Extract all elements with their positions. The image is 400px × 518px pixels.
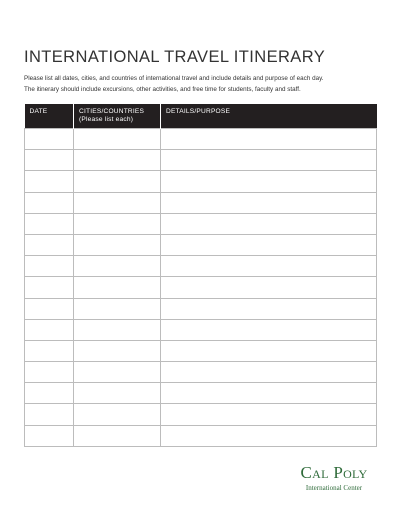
details-cell[interactable] (161, 256, 377, 277)
date-cell[interactable] (25, 213, 74, 234)
table-row (25, 171, 377, 192)
date-cell[interactable] (25, 192, 74, 213)
date-cell[interactable] (25, 404, 74, 425)
cities-column-header: CITIES/COUNTRIES (Please list each) (74, 104, 161, 129)
date-column-header: DATE (25, 104, 74, 129)
cities-cell[interactable] (74, 192, 161, 213)
details-cell[interactable] (161, 383, 377, 404)
cities-cell[interactable] (74, 277, 161, 298)
table-row (25, 277, 377, 298)
table-row (25, 234, 377, 255)
table-row (25, 340, 377, 361)
date-cell[interactable] (25, 383, 74, 404)
table-row (25, 298, 377, 319)
cities-cell[interactable] (74, 150, 161, 171)
logo-subtitle: International Center (305, 484, 363, 492)
date-cell[interactable] (25, 277, 74, 298)
details-cell[interactable] (161, 425, 377, 446)
details-cell[interactable] (161, 171, 377, 192)
details-cell[interactable] (161, 362, 377, 383)
page-title: INTERNATIONAL TRAVEL ITINERARY (24, 48, 326, 66)
details-cell[interactable] (161, 234, 377, 255)
table-row (25, 129, 377, 150)
date-cell[interactable] (25, 234, 74, 255)
cities-cell[interactable] (74, 362, 161, 383)
details-cell[interactable] (161, 213, 377, 234)
table-row (25, 404, 377, 425)
date-cell[interactable] (25, 425, 74, 446)
cities-cell[interactable] (74, 319, 161, 340)
cities-cell[interactable] (74, 129, 161, 150)
cities-cell[interactable] (74, 256, 161, 277)
table-row (25, 319, 377, 340)
details-cell[interactable] (161, 129, 377, 150)
date-cell[interactable] (25, 319, 74, 340)
date-cell[interactable] (25, 171, 74, 192)
cities-cell[interactable] (74, 298, 161, 319)
date-cell[interactable] (25, 362, 74, 383)
details-cell[interactable] (161, 340, 377, 361)
date-cell[interactable] (25, 298, 74, 319)
instruction-line: Please list all dates, cities, and countries of international travel and include details and purpose of each day. (24, 75, 324, 82)
instruction-line: The itinerary should include excursions, other activities, and free time for students, faculty and staff. (24, 85, 301, 93)
details-cell[interactable] (161, 404, 377, 425)
table-row (25, 383, 377, 404)
cities-cell[interactable] (74, 234, 161, 255)
details-cell[interactable] (161, 298, 377, 319)
details-cell[interactable] (161, 150, 377, 171)
table-body (25, 129, 377, 447)
cities-cell[interactable] (74, 213, 161, 234)
table-row (25, 362, 377, 383)
cities-cell[interactable] (74, 171, 161, 192)
cities-cell[interactable] (74, 404, 161, 425)
details-cell[interactable] (161, 192, 377, 213)
cities-cell[interactable] (74, 383, 161, 404)
table-header-row (25, 104, 377, 129)
instructions (24, 74, 380, 95)
date-cell[interactable] (25, 150, 74, 171)
itinerary-table (24, 104, 377, 447)
logo-name: Cal Poly (300, 463, 368, 482)
cal-poly-logo (284, 464, 384, 493)
cities-cell[interactable] (74, 340, 161, 361)
details-cell[interactable] (161, 319, 377, 340)
date-cell[interactable] (25, 256, 74, 277)
table-row (25, 213, 377, 234)
table-row (25, 256, 377, 277)
details-cell[interactable] (161, 277, 377, 298)
cities-column-subheader: (Please list each) (79, 116, 134, 123)
table-row (25, 425, 377, 446)
details-column-header: DETAILS/PURPOSE (161, 104, 377, 129)
table-row (25, 150, 377, 171)
date-cell[interactable] (25, 129, 74, 150)
date-cell[interactable] (25, 340, 74, 361)
cities-cell[interactable] (74, 425, 161, 446)
table-row (25, 192, 377, 213)
